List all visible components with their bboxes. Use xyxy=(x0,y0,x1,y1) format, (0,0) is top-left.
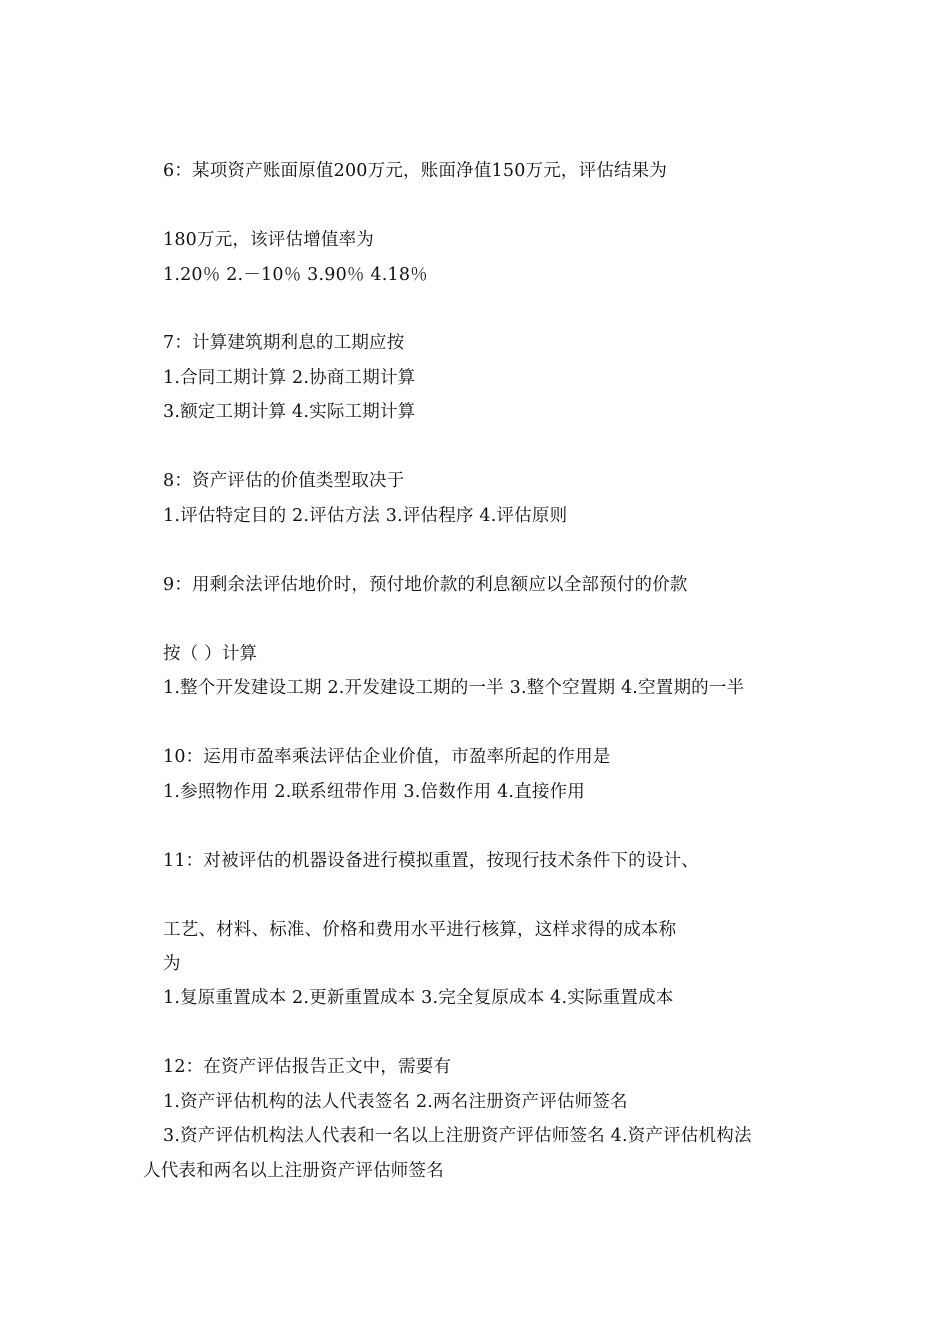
question-10-options: 1.参照物作用 2.联系纽带作用 3.倍数作用 4.直接作用 xyxy=(163,782,585,802)
question-7-stem: 7：计算建筑期利息的工期应按 xyxy=(163,333,405,353)
question-11-stem-line1: 11：对被评估的机器设备进行模拟重置，按现行技术条件下的设计、 xyxy=(163,851,699,871)
question-7-options-line1: 1.合同工期计算 2.协商工期计算 xyxy=(163,368,416,388)
question-12-options-line2: 3.资产评估机构法人代表和一名以上注册资产评估师签名 4.资产评估机构法 xyxy=(163,1126,752,1146)
question-9-stem-line2: 按（ ）计算 xyxy=(163,644,258,664)
question-12-stem: 12：在资产评估报告正文中，需要有 xyxy=(163,1057,452,1077)
question-7-options-line2: 3.额定工期计算 4.实际工期计算 xyxy=(163,402,416,422)
question-11-stem-line3: 为 xyxy=(163,954,181,974)
question-9-stem-line1: 9：用剩余法评估地价时，预付地价款的利息额应以全部预付的价款 xyxy=(163,575,688,595)
question-10-stem: 10：运用市盈率乘法评估企业价值，市盈率所起的作用是 xyxy=(163,747,611,767)
question-11-stem-line2: 工艺、材料、标准、价格和费用水平进行核算，这样求得的成本称 xyxy=(163,920,677,940)
question-6-options: 1.20％ 2.－10％ 3.90％ 4.18％ xyxy=(163,265,428,285)
question-11-options: 1.复原重置成本 2.更新重置成本 3.完全复原成本 4.实际重置成本 xyxy=(163,988,674,1008)
question-6-stem-line1: 6：某项资产账面原值200万元，账面净值150万元，评估结果为 xyxy=(163,161,668,181)
question-9-options: 1.整个开发建设工期 2.开发建设工期的一半 3.整个空置期 4.空置期的一半 xyxy=(163,678,745,698)
question-6-stem-line2: 180万元，该评估增值率为 xyxy=(163,230,375,250)
question-12-options-line1: 1.资产评估机构的法人代表签名 2.两名注册资产评估师签名 xyxy=(163,1092,628,1112)
question-12-options-line3: 人代表和两名以上注册资产评估师签名 xyxy=(143,1161,444,1181)
question-8-stem: 8：资产评估的价值类型取决于 xyxy=(163,471,405,491)
question-8-options: 1.评估特定目的 2.评估方法 3.评估程序 4.评估原则 xyxy=(163,506,568,526)
